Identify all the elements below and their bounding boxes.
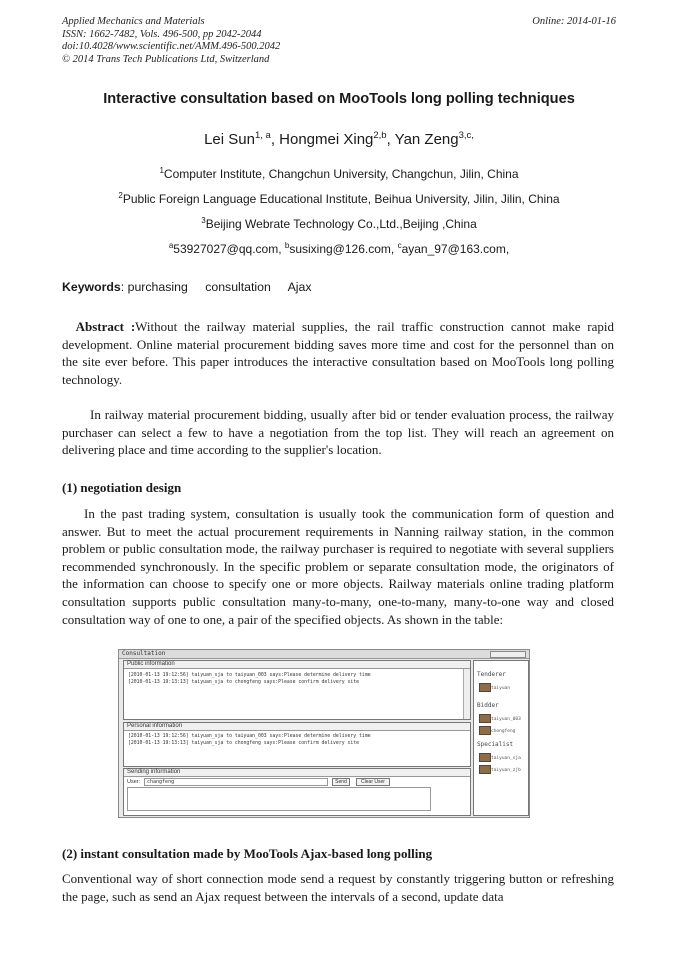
section-paragraph: In the past trading system, consultation is usually took the communication form of question and answer. But to meet the actual procurement requirements in Nanning railway station, in the common problem or public consultation mode, the railway purchaser is required to negotiate with several suppliers recommended synchronously. In the specific problem or separate consultation mode, the originators of the information can choose to specify one or more objects. Railway materials online trading platform consultation supports public consultation many-to-many, one-to-many, many-to-one way and closed consultation way of one to one, a pair of the specified objects. As shown in the table: <box>62 506 614 627</box>
message-line: [2010-01-13 19:13:13] taiyuan_sja to chongfeng says:Please confirm delivery site <box>128 741 360 746</box>
journal-header <box>62 16 280 66</box>
section-heading: (2) instant consultation made by MooTools Ajax-based long polling <box>62 846 433 861</box>
user-name: taiyuan_003 <box>491 717 521 722</box>
scrollbar <box>463 669 470 719</box>
doi-line: doi:10.4028/www.scientific.net/AMM.496-500.2042 <box>62 41 281 52</box>
panel-title: Personal information <box>124 723 470 731</box>
user-avatar <box>479 765 491 774</box>
affiliation <box>40 191 638 206</box>
keywords-label: Keywords <box>62 280 121 294</box>
email-sup: b <box>284 241 290 250</box>
affiliation <box>40 166 638 181</box>
window-controls <box>490 651 526 658</box>
issn-line: ISSN: 1662-7482, Vols. 496-500, pp 2042-2044 <box>62 28 262 40</box>
author-name: Lei Sun <box>204 131 255 148</box>
author-list: Lei Sun$^{1, a}$, Hongmei Xing$^{2,b}$, Yan Zeng$^{3,c,}$ <box>204 130 474 148</box>
public-info-panel <box>123 660 471 720</box>
user-list-panel <box>473 660 529 816</box>
window-title: Consultation <box>122 650 166 657</box>
user-name: taiyuan_zjb <box>491 768 521 773</box>
affiliation-sup: 3 <box>201 216 206 225</box>
user-field: changfeng <box>144 778 328 786</box>
user-label: User: <box>127 779 141 785</box>
email-text: susixing@126.com, <box>289 242 398 256</box>
copyright-line: © 2014 Trans Tech Publications Ltd, Switzerland <box>62 53 270 65</box>
affiliation <box>40 216 638 231</box>
email-sup: c <box>397 241 402 250</box>
journal-name: Applied Mechanics and Materials <box>62 16 205 27</box>
keywords: Keywords: purchasing consultation Ajax <box>62 280 312 294</box>
affiliation-text: Public Foreign Language Educational Institute, Beihua University, Jilin, Jilin, China <box>122 192 560 206</box>
user-name: taiyuan <box>491 686 510 691</box>
message-textarea <box>127 787 431 811</box>
message-line: [2010-01-13 19:12:56] taiyuan_sja to taiyuan_003 says:Please determine delivery time <box>128 734 371 739</box>
online-date: Online: 2014-01-16 <box>532 16 616 27</box>
author-sup: 2,b <box>373 130 387 141</box>
abstract-text: Without the railway material supplies, the rail traffic construction cannot make rapid development. Online material procurement bidding saves more time and cost for the personnel than on the site ever before. This paper introduces the interactive consultation based on MooTools long polling technology. <box>62 319 614 387</box>
affiliation-sup: 1 <box>159 166 164 175</box>
paper-title: Interactive consultation based on MooTools long polling techniques <box>103 91 575 107</box>
affiliation-text: Computer Institute, Changchun University, Changchun, Jilin, China <box>163 167 519 181</box>
role-label: Bidder <box>477 702 499 709</box>
section-heading: (1) negotiation design <box>62 480 182 495</box>
user-avatar <box>479 753 491 762</box>
email-list <box>40 241 638 256</box>
affiliation-text: Beijing Webrate Technology Co.,Ltd.,Beijing ,China <box>205 217 477 231</box>
author-sup: 1, a <box>254 130 271 141</box>
abstract-label: Abstract : <box>75 319 136 334</box>
panel-title: Public information <box>124 661 470 669</box>
email-text: ayan_97@163.com, <box>401 242 510 256</box>
keyword: consultation <box>205 280 271 294</box>
email-sup: a <box>168 241 174 250</box>
author-name: Yan Zeng <box>394 131 459 148</box>
role-label: Specialist <box>477 741 514 748</box>
window-titlebar <box>119 650 529 659</box>
abstract <box>62 318 614 388</box>
intro-paragraph: In railway material procurement bidding, usually after bid or tender evaluation process, the railway purchaser can select a few to have a negotiation from the top list. They will reach an agreement on delivering place and time according to the supplier's location. <box>62 407 614 458</box>
user-name: taiyuan_sja <box>491 756 521 761</box>
user-avatar <box>479 714 491 723</box>
author-sup: 3,c, <box>458 130 474 141</box>
email-text: 53927027@qq.com, <box>173 242 285 256</box>
role-label: Tenderer <box>477 671 506 678</box>
sending-info-panel <box>123 768 471 816</box>
consultation-screenshot <box>118 649 530 818</box>
user-name: chongfeng <box>491 729 516 734</box>
user-avatar <box>479 683 491 692</box>
message-line: [2010-01-13 19:12:56] taiyuan_sja to taiyuan_003 says:Please determine delivery time <box>128 673 371 678</box>
section-paragraph: Conventional way of short connection mode send a request by constantly triggering button or refreshing the page, such as send an Ajax request between the intervals of a second, update data <box>62 871 614 904</box>
affiliation-sup: 2 <box>118 191 123 200</box>
message-line: [2010-01-13 19:13:13] taiyuan_sja to chongfeng says:Please confirm delivery site <box>128 680 360 685</box>
send-button: Send <box>332 778 350 786</box>
user-avatar <box>479 726 491 735</box>
personal-info-panel <box>123 722 471 767</box>
keyword: purchasing <box>127 280 188 294</box>
clear-user-button: Clear User <box>356 778 390 786</box>
keyword: Ajax <box>287 280 312 294</box>
author-name: Hongmei Xing <box>279 131 374 148</box>
panel-title: Sending information <box>124 769 470 777</box>
